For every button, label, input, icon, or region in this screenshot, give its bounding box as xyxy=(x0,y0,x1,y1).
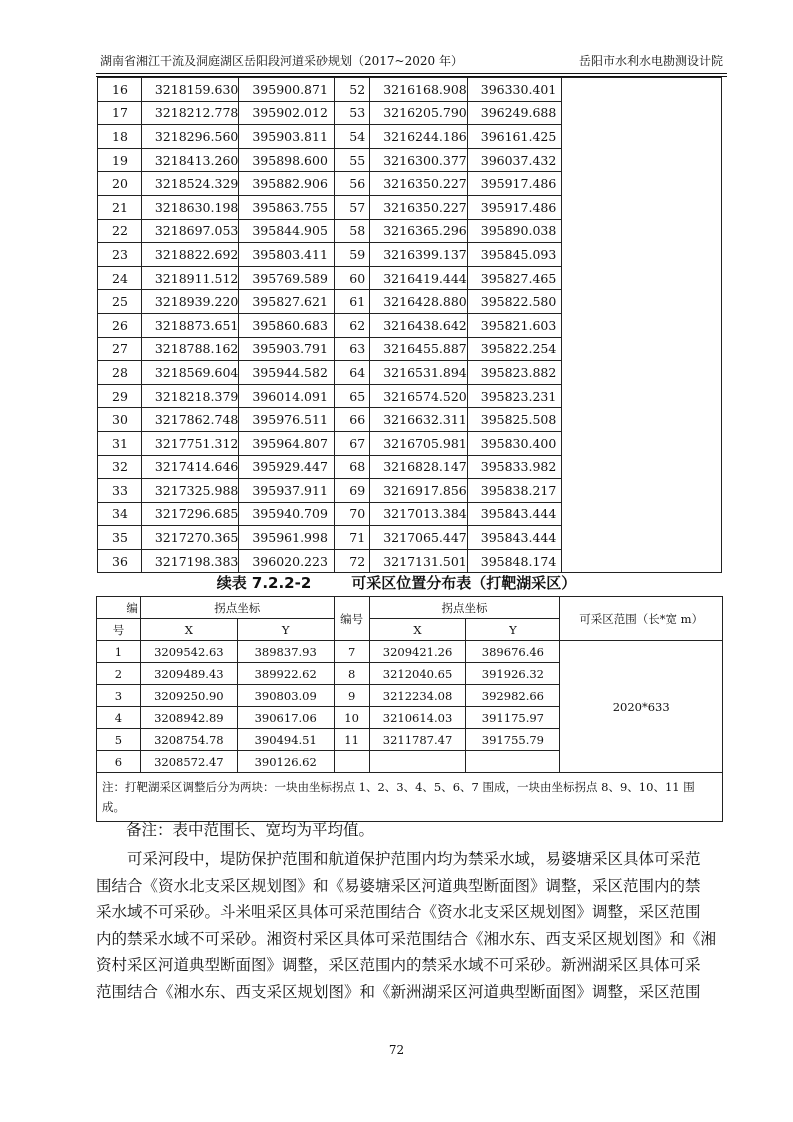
y-coordinate: 395900.871 xyxy=(239,78,335,102)
point-number-2: 54 xyxy=(335,125,370,149)
point-number: 33 xyxy=(98,479,142,503)
x-coordinate: 3218159.630 xyxy=(141,78,239,102)
point-number: 25 xyxy=(98,290,142,314)
x-coordinate: 3208572.47 xyxy=(140,751,237,773)
y-coordinate-2: 395890.038 xyxy=(467,219,561,243)
paragraph-line: 内的禁采水域不可采砂。湘资村采区具体可采范围结合《湘水东、西支采区规划图》和《湘 xyxy=(96,929,717,948)
y-coordinate: 395902.012 xyxy=(239,101,335,125)
x-coordinate-2: 3212234.08 xyxy=(369,685,466,707)
y-coordinate: 395863.755 xyxy=(239,195,335,219)
point-number-2: 57 xyxy=(335,195,370,219)
y-coordinate-2: 395823.882 xyxy=(467,361,561,385)
y-coordinate: 389837.93 xyxy=(237,641,334,663)
caption-title: 可采区位置分布表（打靶湖采区） xyxy=(351,574,577,592)
y-coordinate-2: 395833.982 xyxy=(467,455,561,479)
header-rule xyxy=(96,73,727,74)
y-coordinate-2: 396161.425 xyxy=(467,125,561,149)
x-coordinate-2: 3216365.296 xyxy=(370,219,468,243)
x-coordinate-2: 3216300.377 xyxy=(370,148,468,172)
point-number: 1 xyxy=(97,641,141,663)
y-coordinate: 395898.600 xyxy=(239,148,335,172)
caption-number: 续表 7.2.2-2 xyxy=(216,574,312,592)
point-number: 32 xyxy=(98,455,142,479)
point-number-2: 58 xyxy=(335,219,370,243)
y-coordinate: 395860.683 xyxy=(239,313,335,337)
x-coordinate: 3218569.604 xyxy=(141,361,239,385)
header-coordinates: 拐点坐标 xyxy=(140,597,334,619)
x-coordinate: 3209542.63 xyxy=(140,641,237,663)
x-coordinate-2: 3216438.642 xyxy=(370,313,468,337)
page-header xyxy=(100,52,723,72)
point-number: 5 xyxy=(97,729,141,751)
x-coordinate-2: 3217131.501 xyxy=(370,549,468,573)
point-number-2: 72 xyxy=(335,549,370,573)
x-coordinate-2 xyxy=(369,751,466,773)
table-row xyxy=(98,78,722,102)
y-coordinate-2: 391926.32 xyxy=(466,663,560,685)
point-number-2: 52 xyxy=(335,78,370,102)
point-number: 21 xyxy=(98,195,142,219)
point-number: 29 xyxy=(98,384,142,408)
x-coordinate: 3218630.198 xyxy=(141,195,239,219)
body-paragraph xyxy=(96,846,726,1005)
header-number-2: 编号 xyxy=(334,597,369,641)
point-number-2: 10 xyxy=(334,707,369,729)
header-y: Y xyxy=(237,619,334,641)
point-number-2: 9 xyxy=(334,685,369,707)
point-number: 4 xyxy=(97,707,141,729)
y-coordinate-2: 392982.66 xyxy=(466,685,560,707)
point-number-2: 8 xyxy=(334,663,369,685)
point-number-2: 66 xyxy=(335,408,370,432)
y-coordinate: 395937.911 xyxy=(239,479,335,503)
y-coordinate: 389922.62 xyxy=(237,663,334,685)
y-coordinate: 395964.807 xyxy=(239,431,335,455)
x-coordinate-2: 3216428.880 xyxy=(370,290,468,314)
x-coordinate-2: 3216244.186 xyxy=(370,125,468,149)
point-number-2: 61 xyxy=(335,290,370,314)
point-number: 16 xyxy=(98,78,142,102)
y-coordinate: 395940.709 xyxy=(239,502,335,526)
x-coordinate: 3209489.43 xyxy=(140,663,237,685)
x-coordinate-2: 3216574.520 xyxy=(370,384,468,408)
header-organization: 岳阳市水利水电勘测设计院 xyxy=(578,54,723,68)
point-number-2 xyxy=(334,751,369,773)
x-coordinate: 3217325.988 xyxy=(141,479,239,503)
header-x-2: X xyxy=(369,619,466,641)
x-coordinate: 3218413.260 xyxy=(141,148,239,172)
point-number: 31 xyxy=(98,431,142,455)
paragraph-line: 采水域不可采砂。斗米咀采区具体可采范围结合《资水北支采区规划图》调整，采区范围 xyxy=(96,903,701,921)
point-number-2: 7 xyxy=(334,641,369,663)
table-note-row xyxy=(97,773,723,822)
point-number-2: 60 xyxy=(335,266,370,290)
y-coordinate: 395769.589 xyxy=(239,266,335,290)
y-coordinate: 395961.998 xyxy=(239,526,335,550)
point-number: 27 xyxy=(98,337,142,361)
x-coordinate: 3217198.383 xyxy=(141,549,239,573)
page-number: 72 xyxy=(388,1043,405,1057)
x-coordinate-2: 3216350.227 xyxy=(370,172,468,196)
x-coordinate: 3209250.90 xyxy=(140,685,237,707)
x-coordinate-2: 3216632.311 xyxy=(370,408,468,432)
y-coordinate-2: 395822.580 xyxy=(467,290,561,314)
x-coordinate: 3217751.312 xyxy=(141,431,239,455)
point-number-2: 65 xyxy=(335,384,370,408)
point-number-2: 71 xyxy=(335,526,370,550)
point-number: 19 xyxy=(98,148,142,172)
x-coordinate-2: 3217013.384 xyxy=(370,502,468,526)
y-coordinate: 395903.791 xyxy=(239,337,335,361)
x-coordinate-2: 3216205.790 xyxy=(370,101,468,125)
y-coordinate-2: 395822.254 xyxy=(467,337,561,361)
y-coordinate-2: 391755.79 xyxy=(466,729,560,751)
y-coordinate: 395803.411 xyxy=(239,243,335,267)
point-number-2: 59 xyxy=(335,243,370,267)
point-number-2: 69 xyxy=(335,479,370,503)
point-number: 28 xyxy=(98,361,142,385)
x-coordinate: 3218911.512 xyxy=(141,266,239,290)
point-number: 6 xyxy=(97,751,141,773)
x-coordinate-2: 3216168.908 xyxy=(370,78,468,102)
x-coordinate: 3218524.329 xyxy=(141,172,239,196)
header-y-2: Y xyxy=(466,619,560,641)
x-coordinate: 3218822.692 xyxy=(141,243,239,267)
x-coordinate: 3218212.778 xyxy=(141,101,239,125)
x-coordinate: 3218697.053 xyxy=(141,219,239,243)
x-coordinate: 3217414.646 xyxy=(141,455,239,479)
y-coordinate: 395903.811 xyxy=(239,125,335,149)
x-coordinate-2: 3212040.65 xyxy=(369,663,466,685)
point-number-2: 56 xyxy=(335,172,370,196)
y-coordinate: 390494.51 xyxy=(237,729,334,751)
y-coordinate-2: 395838.217 xyxy=(467,479,561,503)
y-coordinate-2: 395827.465 xyxy=(467,266,561,290)
point-number: 17 xyxy=(98,101,142,125)
y-coordinate: 396020.223 xyxy=(239,549,335,573)
x-coordinate: 3208942.89 xyxy=(140,707,237,729)
y-coordinate: 395976.511 xyxy=(239,408,335,432)
x-coordinate: 3218296.560 xyxy=(141,125,239,149)
y-coordinate: 390617.06 xyxy=(237,707,334,729)
y-coordinate-2: 396330.401 xyxy=(467,78,561,102)
point-number: 22 xyxy=(98,219,142,243)
point-number: 34 xyxy=(98,502,142,526)
x-coordinate-2: 3217065.447 xyxy=(370,526,468,550)
point-number: 24 xyxy=(98,266,142,290)
y-coordinate: 390803.09 xyxy=(237,685,334,707)
x-coordinate-2: 3216419.444 xyxy=(370,266,468,290)
y-coordinate-2: 395917.486 xyxy=(467,172,561,196)
point-number: 36 xyxy=(98,549,142,573)
x-coordinate: 3217296.685 xyxy=(141,502,239,526)
range-value: 2020*633 xyxy=(560,641,723,773)
y-coordinate-2: 396037.432 xyxy=(467,148,561,172)
y-coordinate: 396014.091 xyxy=(239,384,335,408)
point-number: 30 xyxy=(98,408,142,432)
paragraph-line: 资村采区河道典型断面图》调整，采区范围内的禁采水域不可采砂。新洲湖采区具体可采 xyxy=(96,956,701,974)
x-coordinate-2: 3216399.137 xyxy=(370,243,468,267)
point-number-2: 64 xyxy=(335,361,370,385)
x-coordinate-2: 3216350.227 xyxy=(370,195,468,219)
point-number: 23 xyxy=(98,243,142,267)
point-number-2: 67 xyxy=(335,431,370,455)
paragraph-line: 可采河段中，堤防保护范围和航道保护范围内均为禁采水域，易婆塘采区具体可采范 xyxy=(96,850,701,868)
y-coordinate: 395827.621 xyxy=(239,290,335,314)
x-coordinate-2: 3216455.887 xyxy=(370,337,468,361)
coordinates-table-continued xyxy=(97,77,722,573)
range-column-empty xyxy=(561,78,721,573)
point-number: 20 xyxy=(98,172,142,196)
paragraph-line: 范围结合《湘水东、西支采区规划图》和《新洲湖采区河道典型断面图》调整，采区范围 xyxy=(96,982,701,1001)
table-caption xyxy=(0,572,793,593)
x-coordinate-2: 3216531.894 xyxy=(370,361,468,385)
point-number: 35 xyxy=(98,526,142,550)
x-coordinate-2: 3216917.856 xyxy=(370,479,468,503)
y-coordinate-2: 395848.174 xyxy=(467,549,561,573)
y-coordinate: 395944.582 xyxy=(239,361,335,385)
table-note: 注：打靶湖采区调整后分为两块：一块由坐标拐点 1、2、3、4、5、6、7 围成，一块由坐标拐点 8、9、10、11 围成。 xyxy=(97,773,723,822)
y-coordinate-2: 395845.093 xyxy=(467,243,561,267)
dabahu-mining-area-table xyxy=(96,596,723,822)
point-number-2: 63 xyxy=(335,337,370,361)
x-coordinate-2: 3209421.26 xyxy=(369,641,466,663)
x-coordinate: 3218218.379 xyxy=(141,384,239,408)
point-number: 2 xyxy=(97,663,141,685)
x-coordinate-2: 3210614.03 xyxy=(369,707,466,729)
y-coordinate-2: 395823.231 xyxy=(467,384,561,408)
header-range: 可采区范围（长*宽 m） xyxy=(560,597,723,641)
paragraph-line: 围结合《资水北支采区规划图》和《易婆塘采区河道典型断面图》调整，采区范围内的禁 xyxy=(96,876,701,895)
y-coordinate-2: 395821.603 xyxy=(467,313,561,337)
y-coordinate: 390126.62 xyxy=(237,751,334,773)
y-coordinate: 395929.447 xyxy=(239,455,335,479)
y-coordinate-2: 389676.46 xyxy=(466,641,560,663)
header-number-top: 编 xyxy=(97,597,141,619)
header-number-bottom: 号 xyxy=(97,619,141,641)
y-coordinate-2: 396249.688 xyxy=(467,101,561,125)
y-coordinate-2: 395825.508 xyxy=(467,408,561,432)
y-coordinate-2 xyxy=(466,751,560,773)
point-number-2: 53 xyxy=(335,101,370,125)
point-number-2: 68 xyxy=(335,455,370,479)
x-coordinate: 3218939.220 xyxy=(141,290,239,314)
table-row xyxy=(97,641,723,663)
point-number: 18 xyxy=(98,125,142,149)
x-coordinate-2: 3216828.147 xyxy=(370,455,468,479)
y-coordinate-2: 395843.444 xyxy=(467,502,561,526)
x-coordinate: 3217270.365 xyxy=(141,526,239,550)
y-coordinate-2: 391175.97 xyxy=(466,707,560,729)
y-coordinate: 395882.906 xyxy=(239,172,335,196)
y-coordinate-2: 395843.444 xyxy=(467,526,561,550)
y-coordinate-2: 395830.400 xyxy=(467,431,561,455)
x-coordinate: 3218788.162 xyxy=(141,337,239,361)
remark-note: 备注：表中范围长、宽均为平均值。 xyxy=(126,821,375,839)
x-coordinate-2: 3211787.47 xyxy=(369,729,466,751)
x-coordinate: 3217862.748 xyxy=(141,408,239,432)
y-coordinate-2: 395917.486 xyxy=(467,195,561,219)
point-number-2: 62 xyxy=(335,313,370,337)
y-coordinate: 395844.905 xyxy=(239,219,335,243)
point-number-2: 70 xyxy=(335,502,370,526)
point-number: 26 xyxy=(98,313,142,337)
x-coordinate: 3208754.78 xyxy=(140,729,237,751)
header-coordinates-2: 拐点坐标 xyxy=(369,597,560,619)
x-coordinate-2: 3216705.981 xyxy=(370,431,468,455)
point-number-2: 11 xyxy=(334,729,369,751)
point-number: 3 xyxy=(97,685,141,707)
header-document-title: 湖南省湘江干流及洞庭湖区岳阳段河道采砂规划（2017~2020 年） xyxy=(100,54,463,68)
point-number-2: 55 xyxy=(335,148,370,172)
header-x: X xyxy=(140,619,237,641)
x-coordinate: 3218873.651 xyxy=(141,313,239,337)
